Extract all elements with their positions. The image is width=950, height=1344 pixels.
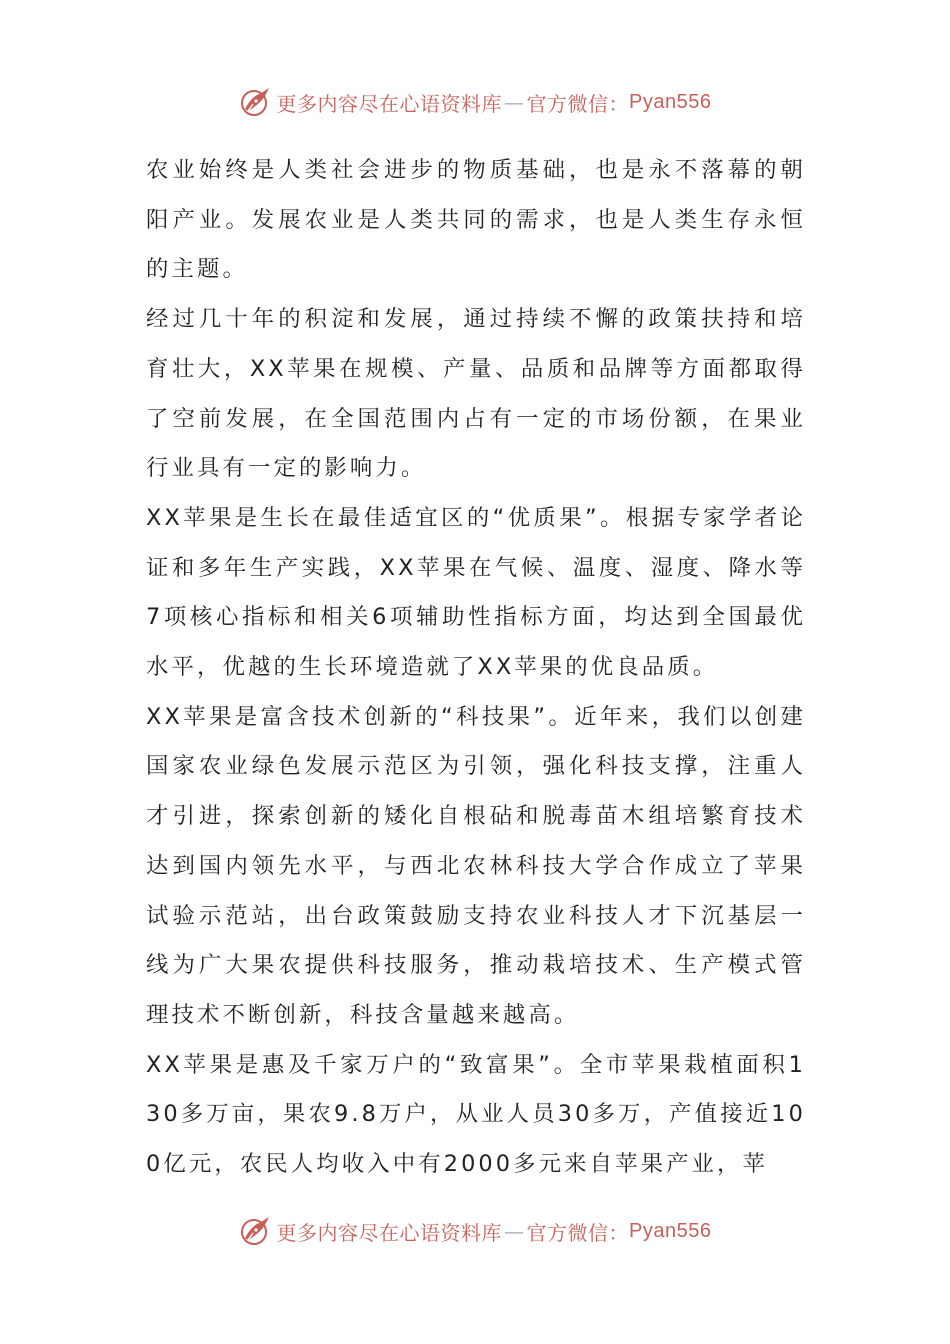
- paragraph-intro: 农业始终是人类社会进步的物质基础，也是永不落幕的朝阳产业。发展农业是人类共同的需求，也是人类生存永恒的主题。: [146, 157, 806, 283]
- pen-nib-logo-icon: [239, 85, 273, 119]
- watermark-text: 更多内容尽在心语资料库: [276, 1220, 503, 1245]
- header-watermark: [0, 82, 950, 122]
- watermark-separator: —: [504, 90, 525, 114]
- paragraph-quality-fruit: XX苹果是生长在最佳适宜区的“优质果”。根据专家学者论证和多年生产实践，XX苹果在气候、温度、湿度、降水等7项核心指标和相关6项辅助性指标方面，均达到全国最优水平，优越的生长环境造就了XX苹果的优良品质。: [146, 504, 806, 681]
- footer-watermark: [0, 1211, 950, 1251]
- watermark-account: Pyan556: [629, 1219, 712, 1242]
- watermark-contact-label: 官方微信：: [526, 91, 630, 116]
- paragraph-development: 经过几十年的积淀和发展，通过持续不懈的政策扶持和培育壮大，XX苹果在规模、产量、品质和品牌等方面都取得了空前发展，在全国范围内占有一定的市场份额，在果业行业具有一定的影响力。: [146, 306, 806, 482]
- document-body: [146, 146, 806, 1190]
- pen-nib-logo-icon: [239, 1214, 273, 1248]
- watermark-text: 更多内容尽在心语资料库: [276, 91, 503, 116]
- paragraph-tech-fruit: XX苹果是富含技术创新的“科技果”。近年来，我们以创建国家农业绿色发展示范区为引领，强化科技支撑，注重人才引进，探索创新的矮化自根砧和脱毒苗木组培繁育技术达到国内领先水平，与西北农林科技大学合作成立了苹果试验示范站，出台政策鼓励支持农业科技人才下沉基层一线为广大果农提供科技服务，推动栽培技术、生产模式管理技术不断创新，科技含量越来越高。: [146, 703, 806, 1028]
- watermark-contact-label: 官方微信：: [526, 1220, 630, 1245]
- paragraph-wealth-fruit: XX苹果是惠及千家万户的“致富果”。全市苹果栽植面积130多万亩，果农9.8万户，从业人员30多万，产值接近100亿元，农民人均收入中有2000多元来自苹果产业，苹: [146, 1051, 806, 1178]
- watermark-account: Pyan556: [629, 90, 712, 113]
- watermark-separator: —: [504, 1219, 525, 1243]
